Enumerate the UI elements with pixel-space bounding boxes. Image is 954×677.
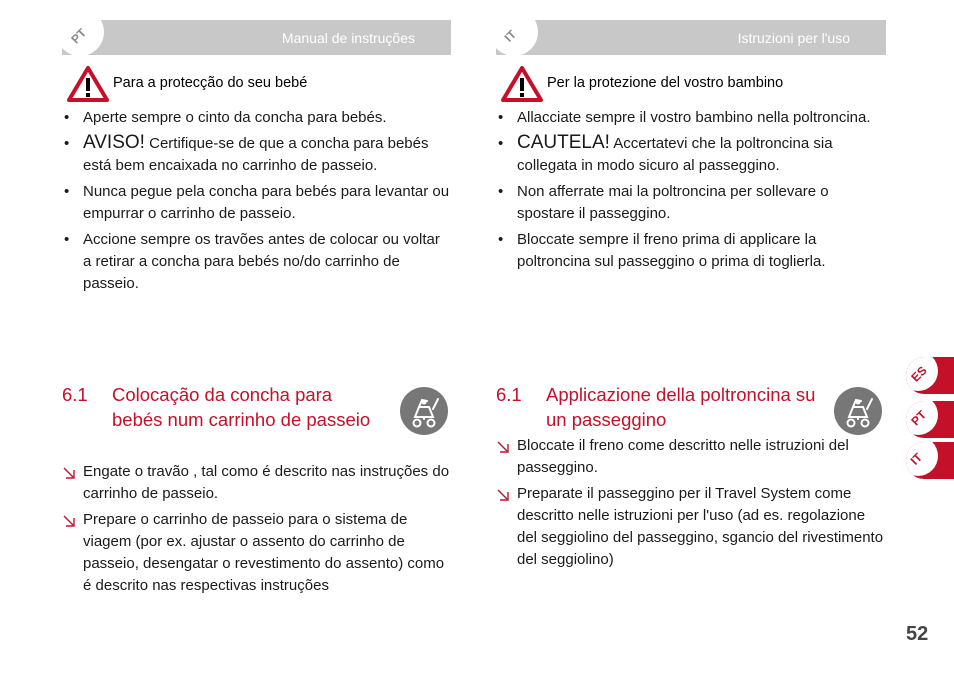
tab-label: IT <box>907 450 926 468</box>
safety-list <box>496 107 886 277</box>
warning-prefix: CAUTELA! <box>517 132 610 153</box>
section-number: 6.1 <box>496 384 522 405</box>
list-item: • Accione sempre os travões antes de colocar ou voltar a retirar a concha para bebés no/do carrinho de passeio. <box>64 231 440 292</box>
warning-heading: Para a protecção do seu bebé <box>113 75 308 91</box>
list-item: • AVISO! Certifique-se de que a concha para bebés está bem encaixada no carrinho de passeio. <box>64 132 429 174</box>
tab-label: ES <box>908 363 930 385</box>
tab-it[interactable] <box>906 442 954 479</box>
list-item: • Bloccate sempre il freno prima di applicare la poltroncina sul passeggino o prima di toglierla. <box>498 231 826 270</box>
lang-code: IT <box>501 27 520 45</box>
bullet-dot: • <box>498 109 504 126</box>
section-title: Applicazione della poltroncina su un passeggino <box>546 384 816 430</box>
warning-heading: Per la protezione del vostro bambino <box>547 75 784 91</box>
section-title: Colocação da concha para bebés num carrinho de passeio <box>112 384 371 430</box>
bullet-dot: • <box>64 231 70 248</box>
list-item: • CAUTELA! Accertatevi che la poltroncina sia collegata in modo sicuro al passeggino. <box>498 132 833 174</box>
bullet-dot: • <box>64 183 70 200</box>
tab-pt[interactable] <box>906 401 954 438</box>
warning-triangle-icon <box>67 66 109 102</box>
header-title: Istruzioni per l'uso <box>737 30 850 46</box>
step-item: Engate o travão , tal como é descrito nas instruções do carrinho de passeio. <box>62 461 452 505</box>
section-number: 6.1 <box>62 384 88 405</box>
safety-list <box>62 107 452 299</box>
step-arrow-icon <box>496 488 510 502</box>
list-item: • Non afferrate mai la poltroncina per sollevare o spostare il passeggino. <box>498 183 829 222</box>
bullet-dot: • <box>64 135 70 152</box>
bullet-dot: • <box>498 183 504 200</box>
step-arrow-icon <box>496 440 510 454</box>
step-item: Prepare o carrinho de passeio para o sistema de viagem (por ex. ajustar o assento do carrinho de passeio, desengatar o revestimento do assento) como é descrito nas respectivas instruções <box>62 509 452 597</box>
list-item: • Nunca pegue pela concha para bebés para levantar ou empurrar o carrinho de passeio. <box>64 183 450 222</box>
header-bar-it <box>496 20 886 55</box>
bullet-dot: • <box>498 135 504 152</box>
steps-list <box>496 435 886 575</box>
lang-code: PT <box>68 25 90 47</box>
step-arrow-icon <box>62 466 76 480</box>
warning-prefix: AVISO! <box>83 132 145 153</box>
stroller-icon <box>400 387 448 435</box>
bullet-dot: • <box>64 109 70 126</box>
step-item: Preparate il passeggino per il Travel System come descritto nelle istruzioni per l'uso (ad es. regolazione del seggiolino del passeggino, sgancio del rivestimento del seggiolino) <box>496 483 886 571</box>
page-number: 52 <box>906 623 929 645</box>
steps-list <box>62 461 452 601</box>
header-title: Manual de instruções <box>281 30 415 46</box>
list-item: • Allacciate sempre il vostro bambino nella poltroncina. <box>496 107 886 129</box>
list-item: • Aperte sempre o cinto da concha para bebés. <box>62 107 452 129</box>
tab-es[interactable] <box>906 357 954 394</box>
header-bar-pt <box>62 20 451 55</box>
stroller-icon <box>834 387 882 435</box>
step-item: Bloccate il freno come descritto nelle istruzioni del passeggino. <box>496 435 886 479</box>
tab-label: PT <box>908 407 930 429</box>
bullet-dot: • <box>498 231 504 248</box>
warning-triangle-icon <box>501 66 543 102</box>
step-arrow-icon <box>62 514 76 528</box>
